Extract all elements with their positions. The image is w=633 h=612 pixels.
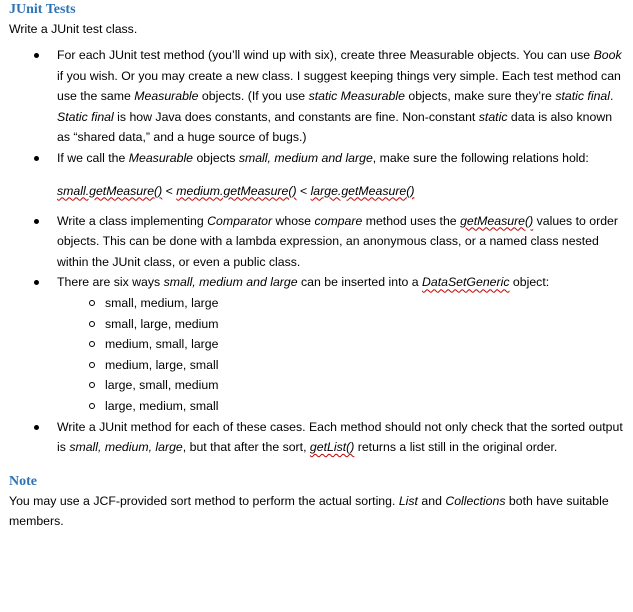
bullet-create-measurables: For each JUnit test method (you’ll wind up with six), create three Measurable objects. You can use Book if you wish. Or you may create a new class. I suggest keeping things very simple. Each test method can use the same Measurable objects. (If you use static Measurable objects, make sure they’re static final. Static final is how Java does constants, and constants are fine. Non-constant static data is also known as “shared data,” and a huge source of bugs.) [9, 45, 625, 148]
bullet-dot-icon [34, 425, 39, 430]
requirements-list-2 [9, 211, 625, 293]
bullet-dot-icon [34, 280, 39, 285]
circle-bullet-icon [89, 362, 95, 368]
order-item: small, medium, large [9, 293, 625, 314]
order-item: large, medium, small [9, 396, 625, 417]
order-item: medium, small, large [9, 334, 625, 355]
bullet-six-ways: There are six ways small, medium and large can be inserted into a DataSetGeneric object: [9, 272, 625, 293]
intro-text: Write a JUnit test class. [9, 22, 138, 36]
bullet-junit-methods: Write a JUnit method for each of these cases. Each method should not only check that the sorted output is small, medium, large, but that after the sort, getList() returns a list still in the original order. [9, 417, 625, 458]
requirements-list-3 [9, 417, 625, 458]
circle-bullet-icon [89, 321, 95, 327]
order-item: large, small, medium [9, 375, 625, 396]
bullet-relations: If we call the Measurable objects small, medium and large, make sure the following relations hold: [9, 148, 625, 169]
heading-note: Note [9, 473, 37, 489]
note-text: You may use a JCF-provided sort method to perform the actual sorting. List and Collections both have suitable members. [9, 493, 609, 528]
circle-bullet-icon [89, 382, 95, 388]
circle-bullet-icon [89, 300, 95, 306]
circle-bullet-icon [89, 403, 95, 409]
bullet-dot-icon [34, 53, 39, 58]
requirements-list [9, 45, 625, 169]
order-item: medium, large, small [9, 355, 625, 376]
heading-junit-tests: JUnit Tests [9, 2, 76, 17]
bullet-comparator: Write a class implementing Comparator whose compare method uses the getMeasure() values to order objects. This can be done with a lambda expression, an anonymous class, or a named class nested within the JUnit class, or even a public class. [9, 211, 625, 273]
bullet-dot-icon [34, 156, 39, 161]
bullet-dot-icon [34, 219, 39, 224]
relation-expression: small.getMeasure() < medium.getMeasure() < large.getMeasure() [57, 183, 415, 198]
insertion-orders-list [9, 293, 625, 417]
circle-bullet-icon [89, 341, 95, 347]
order-item: small, large, medium [9, 314, 625, 335]
